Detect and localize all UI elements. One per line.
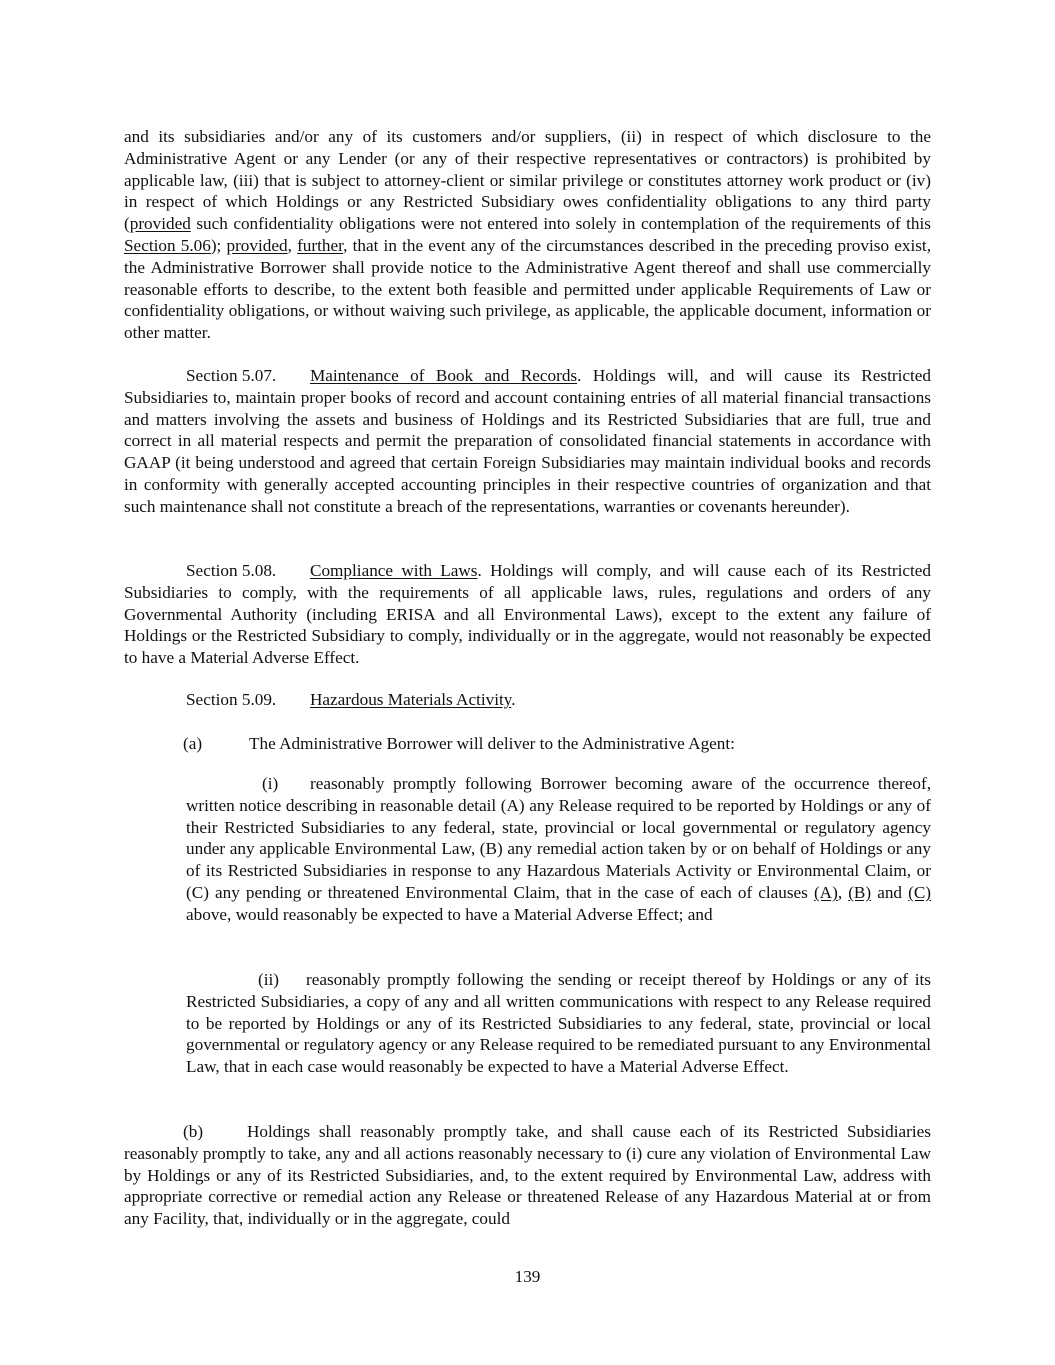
clause-text: reasonably promptly following the sending or receipt thereof by Holdings or any of its Restricted Subsidiaries, a copy of any and all written communications with respect to any Release required to be reported by Holdings or any of its Restricted Subsidiaries to any federal, state, provincial or local governmental or regulatory agency or any Release required to be remediated pursuant to any Environmental Law, that in each case would reasonably be expected to have a Material Adverse Effect. xyxy=(186,970,931,1077)
continuation-text: ); xyxy=(210,235,227,255)
clause-label: (a) xyxy=(183,734,203,753)
section-heading: Hazardous Materials Activity xyxy=(310,690,512,709)
provided-term: provided xyxy=(129,214,191,234)
section-heading: Maintenance of Book and Records xyxy=(310,366,578,385)
clause-text: The Administrative Borrower will deliver to the Administrative Agent: xyxy=(249,734,735,753)
section-body: . Holdings will, and will cause its Restricted Subsidiaries to, maintain proper books of record and account containing entries of all material financial transactions and matters involving the assets and business of Holdings and its Restricted Subsidiaries that are full, true and correct in all material respects and permit the preparation of consolidated financial statements in accordance with GAAP (it being understood and agreed that certain Foreign Subsidiaries may maintain individual books and records in conformity with generally accepted accounting principles in their respective countries of organization and that such maintenance shall not constitute a breach of the representations, warranties or covenants hereunder). xyxy=(124,366,931,516)
section-number: Section 5.08. xyxy=(186,561,277,580)
clause-label: (i) xyxy=(262,774,279,793)
section-5-09: Section 5.09. Hazardous Materials Activity. xyxy=(186,690,516,709)
section-body: . Holdings will comply, and will cause each of its Restricted Subsidiaries to comply, with the requirements of all applicable laws, rules, regulations and orders of any Governmental Authority (including ERISA and all Environmental Laws), except to the extent any failure of Holdings or the Restricted Subsidiary to comply, individually or in the aggregate, would not reasonably be expected to have a Material Adverse Effect. xyxy=(124,561,931,668)
clause-ref-a: (A) xyxy=(813,882,838,902)
clause-a-ii xyxy=(186,969,931,1078)
clause-a xyxy=(124,733,931,755)
continuation-text: and its subsidiaries and/or any of its customers and/or suppliers, (ii) in respect of which disclosure to the Administrative Agent or any Lender (or any of their respective representatives or contractors) is prohibited by applicable law, (iii) that is subject to attorney-client or similar privilege or constitutes attorney work product or (iv) in respect of which Holdings or any Restricted Subsidiary owes confidentiality obligations to any third party ( xyxy=(124,127,931,234)
clause-label: (ii) xyxy=(258,970,279,989)
section-heading: Compliance with Laws xyxy=(310,561,478,580)
further-term: further xyxy=(297,235,344,255)
continuation-text: such confidentiality obligations were not entered into solely in contemplation of the requirements of this xyxy=(190,214,931,234)
continuation-text: , that in the event any of the circumstances described in the preceding proviso exist, the Administrative Borrower shall provide notice to the Administrative Agent thereof and shall use commercially reasonable efforts to describe, to the extent both feasible and permitted under applicable Requirements of Law or confidentiality obligations, or without waiving such privilege, as applicable, the applicable document, information or other matter. xyxy=(124,235,931,343)
clause-text: Holdings shall reasonably promptly take, and shall cause each of its Restricted Subsidiaries reasonably promptly to take, any and all actions reasonably necessary to (i) cure any violation of Environmental Law by Holdings or any of its Restricted Subsidiaries, and, to the extent required by Environmental Law, address with appropriate corrective or remedial action any Release or threatened Release of any Hazardous Material at or from any Facility, that, individually or in the aggregate, could xyxy=(124,1122,931,1229)
section-number: Section 5.07. xyxy=(186,366,277,385)
clause-ref-b: (B) xyxy=(848,882,872,902)
section-5-08 xyxy=(124,560,931,669)
section-reference: Section 5.06 xyxy=(124,235,211,255)
clause-a-i: (i) reasonably promptly following Borrower becoming aware of the occurrence thereof, written notice describing in reasonable detail (A) any Release required to be reported by Holdings or any of their Restricted Subsidiaries to any federal, state, provincial or local governmental or regulatory agency under any applicable Environmental Law, (B) any remedial action taken by or on behalf of Holdings or any of its Restricted Subsidiaries in response to any Hazardous Materials Activity or Environmental Claim, or (C) any pending or threatened Environmental Claim, that in the case of each of clauses (A), (B) and (C) above, would reasonably be expected to have a Material Adverse Effect; and xyxy=(186,774,932,924)
clause-ref-c: (C) xyxy=(908,882,932,902)
clause-text: above, would reasonably be expected to have a Material Adverse Effect; and xyxy=(186,904,713,924)
section-5-07 xyxy=(124,365,931,518)
continuation-paragraph: and its subsidiaries and/or any of its customers and/or suppliers, (ii) in respect of which disclosure to the Administrative Agent or any Lender (or any of their respective representatives or contractors) is prohibited by applicable law, (iii) that is subject to attorney-client or similar privilege or constitutes attorney work product or (iv) in respect of which Holdings or any Restricted Subsidiary owes confidentiality obligations to any third party (provided such confidentiality obligations were not entered into solely in contemplation of the requirements of this Section 5.06); provided, further, that in the event any of the circumstances described in the preceding proviso exist, the Administrative Borrower shall provide notice to the Administrative Agent thereof and shall use commercially reasonable efforts to describe, to the extent both feasible and permitted under applicable Requirements of Law or confidentiality obligations, or without waiving such privilege, as applicable, the applicable document, information or other matter. xyxy=(124,127,931,343)
page-number: 139 xyxy=(514,1267,541,1286)
clause-b xyxy=(124,1121,931,1230)
provided-term: provided xyxy=(226,235,288,255)
clause-text: reasonably promptly following Borrower becoming aware of the occurrence thereof, written notice describing in reasonable detail (A) any Release required to be reported by Holdings or any of their Restricted Subsidiaries to any federal, state, provincial or local governmental or regulatory agency under any applicable Environmental Law, (B) any remedial action taken by or on behalf of Holdings or any of its Restricted Subsidiaries in response to any Hazardous Materials Activity or Environmental Claim, or (C) any pending or threatened Environmental Claim, that in the case of each of clauses xyxy=(186,774,931,902)
clause-label: (b) xyxy=(183,1122,204,1141)
section-number: Section 5.09. xyxy=(186,690,277,709)
